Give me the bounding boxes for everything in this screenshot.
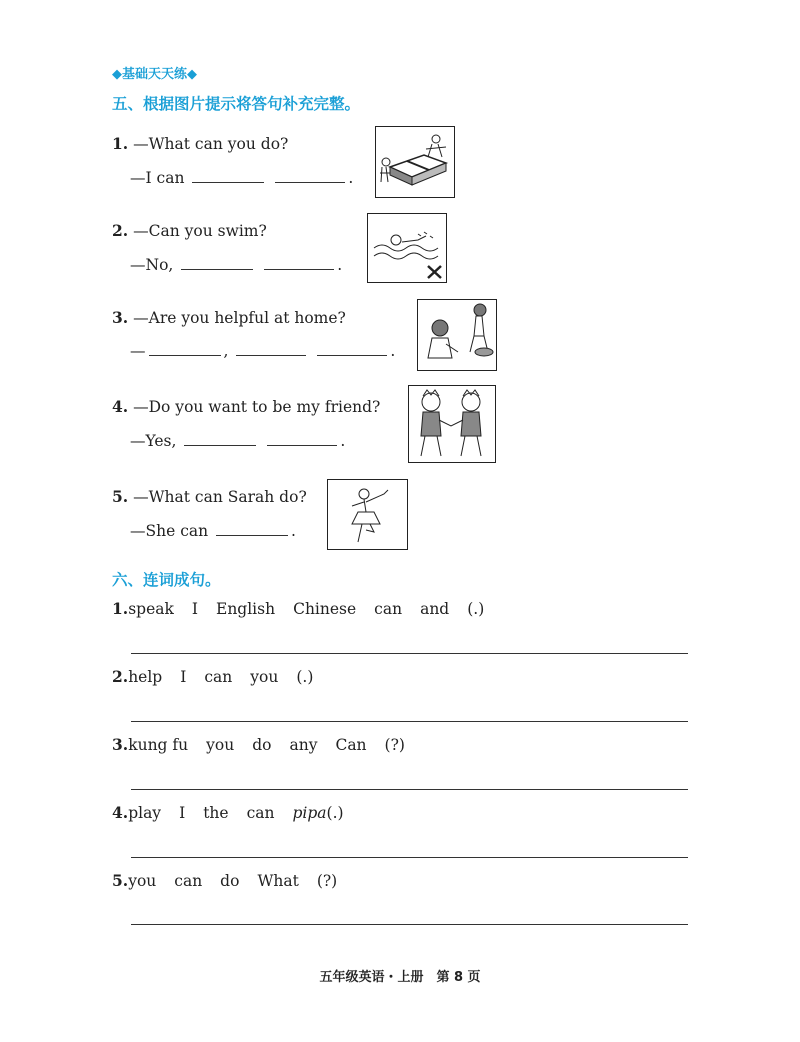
handshake-picture bbox=[408, 385, 496, 463]
s5-q5: 5. —What can Sarah do? bbox=[112, 487, 307, 506]
answer-blank[interactable] bbox=[149, 354, 221, 356]
answer-blank[interactable] bbox=[264, 268, 334, 270]
answer-blank[interactable] bbox=[192, 181, 264, 183]
dancing-icon bbox=[328, 480, 406, 548]
section6-title: 六、连词成句。 bbox=[112, 571, 221, 589]
answer-line[interactable] bbox=[131, 857, 688, 858]
page-footer: 五年级英语・上册 第 8 页 bbox=[319, 970, 481, 985]
s6-item3: 3.kung fu you do any Can (?) bbox=[112, 735, 405, 754]
answer-line[interactable] bbox=[131, 789, 688, 790]
s5-a1: —I can . bbox=[130, 169, 354, 187]
answer-blank[interactable] bbox=[267, 444, 337, 446]
ping-pong-icon bbox=[376, 127, 453, 196]
answer-line[interactable] bbox=[131, 721, 688, 722]
answer-blank[interactable] bbox=[216, 534, 288, 536]
s6-item1: 1.speak I English Chinese can and (.) bbox=[112, 599, 485, 618]
dancing-picture bbox=[327, 479, 408, 550]
s5-a2: —No, . bbox=[130, 256, 343, 274]
answer-line[interactable] bbox=[131, 653, 688, 654]
s5-a3: — , . bbox=[130, 342, 396, 360]
answer-blank[interactable] bbox=[184, 444, 256, 446]
s6-item4: 4.play I the can pipa(.) bbox=[112, 803, 344, 822]
cleaning-icon bbox=[418, 300, 495, 369]
answer-blank[interactable] bbox=[181, 268, 253, 270]
ping-pong-picture bbox=[375, 126, 455, 198]
s6-item2: 2.help I can you (.) bbox=[112, 667, 314, 686]
cleaning-picture bbox=[417, 299, 497, 371]
s6-item5: 5.you can do What (?) bbox=[112, 871, 338, 890]
section-tag: ◆基础天天练◆ bbox=[112, 67, 197, 82]
swimming-picture bbox=[367, 213, 447, 283]
handshake-icon bbox=[409, 386, 494, 461]
s5-q2: 2. —Can you swim? bbox=[112, 221, 267, 240]
answer-blank[interactable] bbox=[275, 181, 345, 183]
s5-q3: 3. —Are you helpful at home? bbox=[112, 308, 346, 327]
s5-a5: —She can . bbox=[130, 522, 296, 540]
answer-blank[interactable] bbox=[317, 354, 387, 356]
answer-blank[interactable] bbox=[236, 354, 306, 356]
s5-a4: —Yes, . bbox=[130, 432, 346, 450]
section5-title: 五、根据图片提示将答句补充完整。 bbox=[112, 95, 361, 113]
answer-line[interactable] bbox=[131, 924, 688, 925]
s5-q4: 4. —Do you want to be my friend? bbox=[112, 397, 381, 416]
s5-q1: 1. —What can you do? bbox=[112, 134, 289, 153]
swimming-icon bbox=[368, 214, 445, 281]
